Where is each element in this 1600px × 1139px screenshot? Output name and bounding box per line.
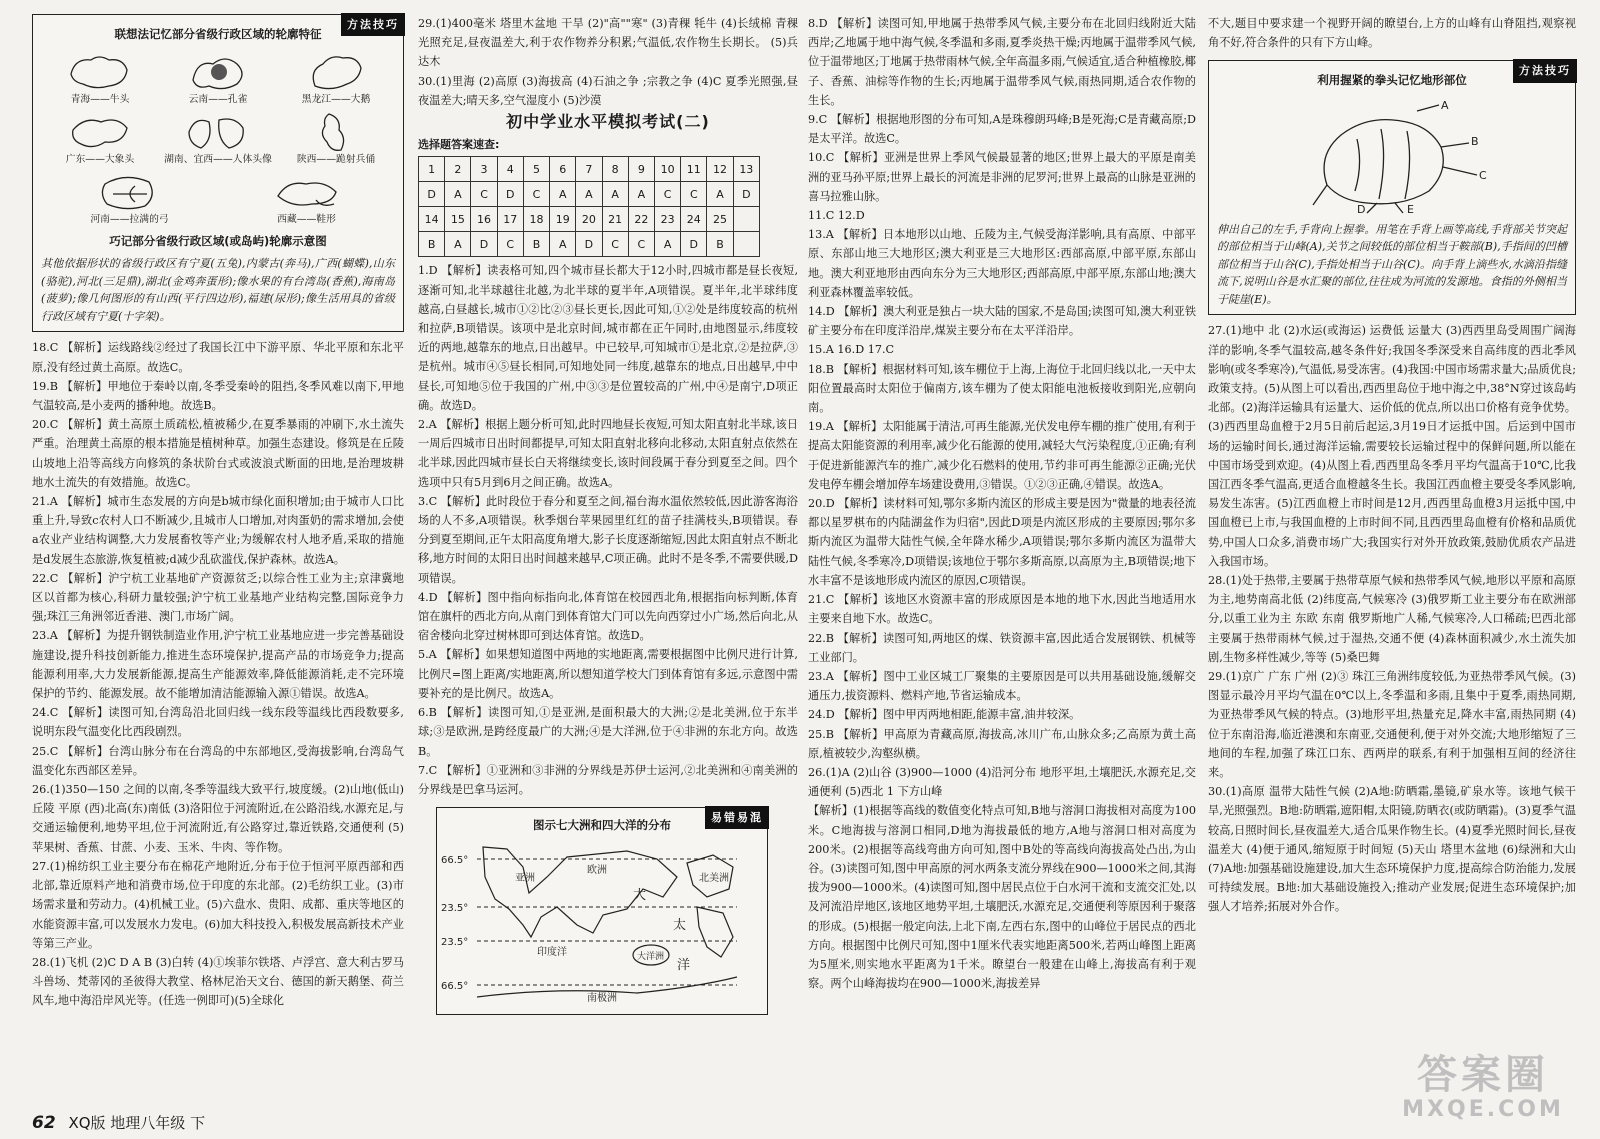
watermark-url: MXQE.COM bbox=[1402, 1097, 1564, 1122]
province-map-yunnan: 云南——孔雀 bbox=[164, 50, 272, 106]
answer-grid-cell: B bbox=[419, 232, 445, 257]
world-continents-map bbox=[437, 837, 763, 1007]
lat-label: 23.5° bbox=[441, 903, 469, 915]
answer-22: 22.C 【解析】沪宁杭工业基地矿产资源贫乏;以综合性工业为主;京津冀地区以首都为核心,科研力量较强;沪宁杭工业基地产业结构完整,国际竞争力强;珠江三角洲邻近香港、澳门,市场广阔。 bbox=[32, 571, 404, 624]
answer-grid-cell: 15 bbox=[445, 207, 471, 232]
province-map-qinghai: 青海——牛头 bbox=[46, 50, 154, 106]
answer-grid-cell: 5 bbox=[523, 157, 549, 182]
province-map-heilongjiang: 黑龙江——大鹅 bbox=[282, 50, 390, 106]
place-label: 大洋洲 bbox=[637, 952, 665, 963]
tip-tag: 方法技巧 bbox=[341, 13, 405, 36]
answer-14: 14.D 【解析】澳大利亚是独占一块大陆的国家,不是岛国;读图可知,澳大利亚铁矿主要分布在印度洋沿岸,煤炭主要分布在太平洋沿岸。 bbox=[808, 305, 1197, 338]
answer-grid-cell: 19 bbox=[550, 207, 576, 232]
answer-grid-cell: C bbox=[523, 182, 549, 207]
province-map-hunan-jiangxi: 湖南、宜西——人体头像 bbox=[164, 110, 272, 166]
place-label: 太 bbox=[673, 918, 687, 934]
answer-grid-cell: 13 bbox=[733, 157, 759, 182]
answer-23: 23.A 【解析】图中工业区城工厂聚集的主要原因是可以共用基础设施,缓解交通压力,拔资源料、燃料产地,节省运输成本。 bbox=[808, 669, 1196, 703]
answer-10: 10.C 【解析】亚洲是世界上季风气候最显著的地区;世界上最大的平原是南美洲的亚马孙平原;世界上最长的河流是非洲的尼罗河;世界上最高的山脉是亚洲的喜马拉雅山脉。 bbox=[808, 151, 1196, 203]
landform-label: A bbox=[1441, 98, 1449, 112]
answer-grid-cell: 7 bbox=[576, 157, 602, 182]
lat-label: 66.5° bbox=[441, 981, 469, 993]
landform-label: E bbox=[1407, 202, 1414, 215]
answer-grid-cell bbox=[733, 232, 759, 257]
answer-grid-cell: 24 bbox=[681, 207, 707, 232]
answer-21: 21.A 【解析】城市生态发展的方向是b城市绿化面积增加;由于城市人口比重上升,导致c农村人口不断减少,且城市人口增加,对肉蛋奶的需求增加,会使a农业产业结构调整,大力发展畜牧等产业;为缓解农村人地矛盾,采取的措施是d发展生态旅游,恢复植被;d减少乱砍滥伐,保护森林。故选A。 bbox=[32, 495, 404, 566]
answer-21: 21.C 【解析】该地区水资源丰富的形成原因是本地的地下水,因此当地适用水主要来自地下水。故选C。 bbox=[808, 593, 1196, 626]
answer-grid-cell: A bbox=[628, 182, 654, 207]
answer-28: 28.(1)飞机 (2)C D A B (3)白转 (4)①埃菲尔铁塔、卢浮宫、意大利古罗马斗兽场、梵蒂冈的圣彼得大教堂、格林尼治天文台、德国的新天鹅堡、荷兰风车,地中海沿岸风光等。(任选一例即可)(5)全球化 bbox=[32, 955, 404, 1008]
place-label: 北美洲 bbox=[699, 873, 729, 885]
answer-28: 28.(1)处于热带,主要属于热带草原气候和热带季风气候,地形以平原和高原为主,地势南高北低 (2)纬度高,气候寒冷 (3)俄罗斯工业主要分布在欧洲部分,以重工业为主 东欧 东南 俄罗斯地广人稀,气候寒冷,人口稀疏;巴西北部主要属于热带雨林气候,过于湿热,交通不便 (4)森林面积减少,水土流失加剧,生物多样性减少,等等 (5)桑巴舞 bbox=[1208, 573, 1576, 664]
tip-tag: 方法技巧 bbox=[1513, 59, 1577, 82]
tip-box-title: 联想法记忆部分省级行政区域的轮廓特征 bbox=[114, 27, 322, 41]
answer-grid-cell: 10 bbox=[654, 157, 680, 182]
answer-25: 25.C 【解析】台湾山脉分布在台湾岛的中东部地区,受海拔影响,台湾岛气温变化东西部区差异。 bbox=[32, 744, 404, 777]
map-box-title: 图示七大洲和四大洋的分布 bbox=[533, 818, 671, 833]
answer-26-cont: 不大,题目中要求建一个视野开阔的瞭望台,上方的山峰有山脊阻挡,观察视角不好,符合条件的只有下方山峰。 bbox=[1208, 17, 1576, 50]
place-label: 大 bbox=[633, 888, 647, 904]
answer-grid-cell: A bbox=[707, 182, 733, 207]
answer-23: 23.A 【解析】为提升钢铁制造业作用,沪宁杭工业基地应进一步完善基础设施建设,提升科技创新能力,推进生态环境保护,提高产品的市场竞争力;提高能源利用率,大力发展新能源,提高生产能源效率,降低能源消耗,走不完环境保护的节约、能源发展。故不能增加清洁能源输入源①错误。故选A。 bbox=[32, 629, 404, 701]
answer-26: 26.(1)A (2)山谷 (3)900—1000 (4)沿河分布 地形平坦,土壤肥沃,水源充足,交通便利 (5)西北 1 下方山峰 bbox=[808, 765, 1196, 799]
column-1 bbox=[32, 14, 404, 1011]
answer-grid-cell: 18 bbox=[523, 207, 549, 232]
answer-grid-cell: 23 bbox=[654, 207, 680, 232]
answer-grid-cell: D bbox=[471, 232, 497, 257]
answer-grid-cell bbox=[733, 207, 759, 232]
answer-grid-row bbox=[419, 157, 760, 182]
answer-19: 19.A 【解析】太阳能属于清洁,可再生能源,光伏发电停车棚的推广使用,有利于提高太阳能资源的利用率,减少化石能源的使用,减轻大气污染程度,①正确;有利于促进新能源汽车的推广,减少化石燃料的使用,节约非可再生能源②正确;光伏发电停车棚会增加停车场建设费用,③错误。①②③正确,④错误。故选A。 bbox=[808, 420, 1196, 491]
answer-grid-cell: 11 bbox=[681, 157, 707, 182]
tip-tag: 易错易混 bbox=[705, 806, 769, 829]
answer-29: 29.(1)京广 广东 广州 (2)③ 珠江三角洲纬度较低,为亚热带季风气候。(3)图显示最冷月平均气温在0℃以上,冬季温和多雨,且集中于夏季,雨热同期,为亚热带季风气候的特点。(3)地形平坦,热量充足,降水丰富,雨热同期 (4)位于东南沿海,临近港澳和东南亚,交通便利,便于对外交流;大地形缩短了三地间的车程,加强了珠江口东、西两岸的联系,有利于加强相互间的经济往来。 bbox=[1208, 669, 1576, 779]
answer-grid-cell: B bbox=[523, 232, 549, 257]
province-map-tibet: 西藏——鞋形 bbox=[253, 170, 361, 226]
answer-grid-cell: 1 bbox=[419, 157, 445, 182]
answer-grid-cell: A bbox=[550, 182, 576, 207]
answer-grid-cell: C bbox=[602, 232, 628, 257]
answer-grid-row bbox=[419, 182, 760, 207]
answer-5: 5.A 【解析】如果想知道图中两地的实地距离,需要根据图中比例尺进行计算,比例尺=图上距离/实地距离,所以想知道学校大门到体育馆有多远,示意图中需要补充的是比例尺。故选A。 bbox=[418, 648, 798, 700]
tip-box-province-outlines bbox=[32, 14, 404, 332]
answer-grid-cell: C bbox=[497, 232, 523, 257]
place-label: 洋 bbox=[677, 958, 691, 974]
answer-4: 4.D 【解析】图中指向标指向北,体育馆在校园西北角,根据指向标判断,体育馆在旗杆的西北方向,从南门到体育馆大门可以先向西穿过小广场,然后向北,从宿舍楼向北穿过树林即可到达体育馆。故选D。 bbox=[418, 590, 798, 643]
answer-quick-check-label: 选择题答案速查: bbox=[418, 138, 500, 152]
answer-24: 24.C 【解析】读图可知,台湾岛沿北回归线一线东段等温线比西段数要多,说明东段气温变化比西段剧烈。 bbox=[32, 706, 404, 739]
answer-grid-cell: 2 bbox=[445, 157, 471, 182]
tip-box-subtitle: 巧记部分省级行政区域(或岛屿)轮廓示意图 bbox=[109, 234, 327, 249]
watermark-text: 答案圈 bbox=[1417, 1052, 1549, 1098]
answer-grid bbox=[418, 156, 760, 257]
column-3 bbox=[808, 14, 1196, 993]
landform-label: B bbox=[1471, 134, 1479, 148]
answer-grid-cell: D bbox=[733, 182, 759, 207]
answer-26-analysis: 【解析】(1)根据等高线的数值变化特点可知,B地与溶洞口海拔相对高度为100米。C地海拔与溶洞口相同,D地为海拔最低的地方,A地与溶洞口相对高度为200米。(2)根据等高线弯曲方向可知,图中B处的等高线向海拔高处凸出,为山谷。(3)读图可知,图中甲高原的河水两条支流分界线在900—1000米之间,其海拔为900—1000米。(4)读图可知,图中居民点位于白水河干流和支流交汇处,以及河流沿岸地区,该地区地势平坦,土壤肥沃,水源充足,交通便利等原因利于聚落的形成。(5)根据一般定向法,上北下南,左西右东,图中的山峰位于居民点的西北方向。根据图中比例尺可知,图中1厘米代表实地距离500米,若两山峰图上距离为5厘米,则实地水平距离为1千米。瞭望台一般建在山峰上,海拔高有利于观察。两个山峰海拔均在900—1000米,海拔差异 bbox=[808, 804, 1196, 991]
tip-box-title: 利用握紧的拳头记忆地形部位 bbox=[1317, 73, 1467, 88]
answer-grid-cell: 6 bbox=[550, 157, 576, 182]
answer-8: 8.D 【解析】读图可知,甲地属于热带季风气候,主要分布在北回归线附近大陆西岸;乙地属于地中海气候,冬季温和多雨,夏季炎热干燥;丙地属于温带季风气候,位于温带地区;丁地属于热带雨林气候,全年高温多雨,气候适宜,适合种植橡胶,椰子、香蕉、油棕等作物的生长;丙地属于温带季风气候,雨热同期,适合农作物的生长。 bbox=[808, 17, 1196, 107]
answer-grid-cell: B bbox=[707, 232, 733, 257]
answer-30: 30.(1)高原 温带大陆性气候 (2)A地:防晒霜,墨镜,矿泉水等。该地气候干旱,光照强烈。B地:防晒霜,遮阳帽,太阳镜,防晒衣(或防晒霜)。(3)夏季气温较高,日照时间长,昼夜温差大,适合瓜果作物生长。(4)夏季光照时间长,昼夜温差大 (4)便于通风,缩短原于时间短 (5)天山 塔里木盆地 (6)绿洲和大山 (7)A地:加强基础设施建设,加大生态环境保护力度,提高综合防治能力,发展可持续发展。B地:加大基础设施投入;推动产业发展;促进生态环境保护;加强人才培养;拓展对外合作。 bbox=[1208, 785, 1576, 914]
place-label: 欧洲 bbox=[587, 865, 607, 877]
province-map-guangdong: 广东——大象头 bbox=[46, 110, 154, 166]
answer-29-prev: 29.(1)400毫米 塔里木盆地 干旱 (2)"高""寒" (3)青稞 牦牛 (4)长绒棉 青稞 光照充足,昼夜温差大,利于农作物养分积累;气温低,农作物生长期长。 (5)兵达木 bbox=[418, 17, 798, 69]
lat-label: 23.5° bbox=[441, 937, 469, 949]
answer-30-prev: 30.(1)里海 (2)高原 (3)海拔高 (4)石油之争 ;宗教之争 (4)C 夏季光照强,昼夜温差大;晴天多,空气湿度小 (5)沙漠 bbox=[418, 74, 798, 107]
answer-grid-cell: C bbox=[628, 232, 654, 257]
exam-title: 初中学业水平模拟考试(二) bbox=[506, 112, 710, 132]
column-2 bbox=[418, 14, 798, 1019]
answer-26: 26.(1)350—150 之间的以南,冬季等温线大致平行,坡度缓。(2)山地(低山) 丘陵 平原 (西)北高(东)南低 (3)洛阳位于河流附近,在公路沿线,水源充足,与交通运输便利,地势平坦,位于河流附近,有公路穿过,靠近铁路,交通便利 (5)苹果树、香蕉、甘蔗、小麦、玉米、牛肉、等作物。 bbox=[32, 783, 404, 854]
answer-grid-cell: A bbox=[445, 232, 471, 257]
place-label: 南极洲 bbox=[587, 993, 617, 1005]
column-4 bbox=[1208, 14, 1576, 917]
guangdong-outline-icon bbox=[65, 110, 135, 154]
answer-grid-cell: 22 bbox=[628, 207, 654, 232]
answer-2: 2.A 【解析】根据上题分析可知,此时四地昼长夜短,可知太阳直射北半球,该日一周后四城市日出时间都提早,可知太阳直射北移向北移动,太阳直射点依然在北半球,因此四城市昼长白天将继续变长,该时间段属于春分到夏至之间。四个选项中只有5月到6月之间正确。故选A。 bbox=[418, 418, 798, 489]
answer-22: 22.B 【解析】读图可知,两地区的煤、铁资源丰富,因此适合发展钢铁、机械等工业部门。 bbox=[808, 631, 1196, 664]
answer-grid-cell: 4 bbox=[497, 157, 523, 182]
answer-grid-cell: A bbox=[550, 232, 576, 257]
answer-grid-cell: C bbox=[654, 182, 680, 207]
place-label: 印度洋 bbox=[537, 947, 567, 959]
answer-grid-cell: A bbox=[654, 232, 680, 257]
henan-outline-icon bbox=[95, 170, 165, 214]
answer-7: 7.C 【解析】①亚洲和③非洲的分界线是苏伊士运河,②北美洲和④南美洲的分界线是巴拿马运河。 bbox=[418, 763, 798, 796]
hunan-jiangxi-outline-icon bbox=[183, 110, 253, 154]
landform-label: C bbox=[1479, 168, 1487, 182]
answer-grid-cell: D bbox=[681, 232, 707, 257]
answer-grid-cell: 3 bbox=[471, 157, 497, 182]
province-map-henan: 河南——拉满的弓 bbox=[76, 170, 184, 226]
answer-27: 27.(1)棉纺织工业主要分布在棉花产地附近,分布于位于恒河平原西部和西北部,靠近原料产地和消费市场,位于印度的东北部。(2)毛纺织工业。(3)市场需求量和劳动力。(4)机械工业。(5)六盘水、贵阳、成都、重庆等地区的水能资源丰富,可以发展水力发电。(6)加大科技投入,积极发展高新技术产业等第三产业。 bbox=[32, 859, 404, 950]
shaanxi-outline-icon bbox=[301, 110, 371, 154]
answer-grid-cell: D bbox=[419, 182, 445, 207]
answer-grid-cell: D bbox=[497, 182, 523, 207]
answer-grid-cell: 17 bbox=[497, 207, 523, 232]
tip-box-text: 其他依据形状的省级行政区有宁夏(五兔),内蒙古(奔马),广西(蝴蝶),山东(骆驼),河北(三足鼎),湖北(金鸡奔蛋形);像水果的有台湾岛(香蕉),海南岛(菠萝);像几何图形的有山西(平行四边形),福建(尿形);像生活用具的省级行政区域有宁夏(十字架)。 bbox=[41, 257, 395, 323]
continents-oceans-map-box bbox=[436, 807, 768, 1014]
place-label: 亚洲 bbox=[515, 873, 535, 885]
answer-18: 18.C 【解析】运线路线②经过了我国长江中下游平原、华北平原和东北平原,没有经过黄土高原。故选C。 bbox=[32, 341, 404, 374]
watermark-logo bbox=[1388, 1053, 1578, 1131]
lat-label: 66.5° bbox=[441, 855, 469, 867]
landform-label: D bbox=[1357, 202, 1366, 215]
answer-11-12: 11.C 12.D bbox=[808, 209, 865, 223]
answer-grid-cell: C bbox=[471, 182, 497, 207]
answer-27: 27.(1)地中 北 (2)水运(或海运) 运费低 运量大 (3)西西里岛受周围广阔海洋的影响,冬季气温较高,越冬条件好;我国冬季深受来自高纬度的西北季风影响(或冬季寒冷),气温低,易受冻害。(4)我国:中国市场需求量大;品质优良;政策支持。(5)从图上可以看出,西西里岛位于地中海之中,38°N穿过该岛屿北部。(2)海洋运输具有运量大、运价低的优点,所以出口价格有竞争优势。(3)西西里岛血橙于2月5日前后起运,3月19日才运抵中国。后运到中国市场的运输时间长,通过海洋运输,需要较长运输过程中的保鲜问题,所以能在中国市场受到欢迎。(4)从图上看,西西里岛冬季月平均气温高于10℃,比我国江西冬季气温高,更适合血橙越冬生长。我国江西血橙主要受冬季风影响,易发生冻害。(5)江西血橙上市时间是12月,西西里岛血橙3月运抵中国,中国血橙已上市,与我国血橙的上市时间不同,且西西里岛血橙有价格和品质优势,中国人口众多,消费市场广大;我国实行对外开放政策,鼓励优质农产品进入我国市场。 bbox=[1208, 324, 1576, 568]
tip-box-text: 伸出自己的左手,手背向上握拳。用笔在手背上画等高线,手背部关节突起的部位相当于山峰(A),关节之间较低的部位相当于鞍部(B),手指间的凹槽部位相当于山谷(C),手指处相当于山谷(C)。向手背上滴些水,水滴沿指缝流下,说明山谷是水汇聚的部位,往往成为河流的发源地。食指的外侧相当于陡崖(E)。 bbox=[1217, 222, 1567, 306]
yunnan-outline-icon bbox=[183, 50, 253, 94]
tibet-outline-icon bbox=[272, 170, 342, 214]
answer-grid-cell: 12 bbox=[707, 157, 733, 182]
province-outline-maps bbox=[41, 48, 395, 228]
answer-grid-cell: 8 bbox=[602, 157, 628, 182]
answer-3: 3.C 【解析】此时段位于春分和夏至之间,福台海水温依然较低,因此游客海浴场的人不多,A项错误。秋季烟台苹果园里红红的苗子挂满枝头,B项错误。春分到夏至期间,正午太阳高度角增大,影子长度逐渐缩短,因此太阳直射点不断北移,地方时间的太阳日出时间越来越早,C项正确。此时不是冬季,不需要供暖,D项错误。 bbox=[418, 494, 798, 585]
answer-grid-cell: 9 bbox=[628, 157, 654, 182]
answer-19: 19.B 【解析】甲地位于秦岭以南,冬季受秦岭的阻挡,冬季风难以南下,甲地气温较高,是小麦两的播种地。故选B。 bbox=[32, 379, 404, 413]
answer-grid-cell: D bbox=[576, 232, 602, 257]
answer-24: 24.D 【解析】图中甲丙两地相距,能源丰富,油井较深。 bbox=[808, 708, 1081, 722]
footer-text: XQ版 地理八年级 下 bbox=[68, 1114, 206, 1132]
answer-grid-cell: 16 bbox=[471, 207, 497, 232]
answer-grid-cell: A bbox=[445, 182, 471, 207]
answer-grid-cell: C bbox=[681, 182, 707, 207]
answer-grid-cell: 21 bbox=[602, 207, 628, 232]
answer-18: 18.B 【解析】根据材料可知,该车棚位于上海,上海位于北回归线以北,一天中太阳位置最高时太阳位于偏南方,该车棚为了使太阳能电池板接收到阳光,应朝向南。 bbox=[808, 362, 1196, 415]
answer-grid-cell: 14 bbox=[419, 207, 445, 232]
answer-9: 9.C 【解析】根据地形图的分布可知,A是珠穆朗玛峰;B是死海;C是青藏高原;D是太平洋。故选C。 bbox=[808, 113, 1196, 146]
answer-1: 1.D 【解析】读表格可知,四个城市昼长都大于12小时,四城市都是昼长夜短,逐渐可知,北半球越往北越,为北半球的夏半年,A项错误。夏半年,北半球纬度越高,白昼越长,城市①②比②③昼长更长,因此可知,①②处是纬度较高的杭州和拉萨,B项错误。该项中是北京时间,城市都在正午同时,由地图显示,纬度较近的两地,越靠东的地点,日出越早。中已较早,可知城市①是北京,②是拉萨,③是杭州。城市④⑤昼长相同,可知地处同一纬度,越靠东的地点,日出越早,中中昼长,可知地⑤位于我国的广州,中③③是位置较高的广州,中④是南宁,D项正确。故选D。 bbox=[418, 264, 798, 412]
heilongjiang-outline-icon bbox=[301, 50, 371, 94]
page-footer bbox=[32, 1112, 205, 1133]
answer-13: 13.A 【解析】日本地形以山地、丘陵为主,气候受海洋影响,具有高原、中部平原、东部山地三大地形区;澳大利亚是三大地形区:西部高原,中部平原,东部山地。澳大利亚地形由西向东分为三大地形区;西部高原,中部平原,东部山地;澳大利亚森林覆盖率较低。 bbox=[808, 228, 1196, 299]
answer-20: 20.C 【解析】黄土高原土质疏松,植被稀少,在夏季暴雨的冲刷下,水土流失严重。治理黄土高原的根本措施是植树种草。加强生态建设。修筑是在丘陵山坡地上沿等高线方向修筑的条状阶台式或波浪式断面的田地,是治理坡耕地水土流失的有效措施。故选C。 bbox=[32, 418, 404, 489]
page-number: 62 bbox=[32, 1113, 56, 1133]
answer-6: 6.B 【解析】读图可知,①是亚洲,是面积最大的大洲;②是北美洲,位于东半球;③是欧洲,是跨经度最广的大洲;④是大洋洲,位于④非洲的东北方向。故选B。 bbox=[418, 706, 798, 758]
answer-grid-cell: 25 bbox=[707, 207, 733, 232]
province-map-shaanxi: 陕西——跪射兵俑 bbox=[282, 110, 390, 166]
qinghai-outline-icon bbox=[65, 50, 135, 94]
fist-diagram bbox=[1217, 95, 1567, 215]
answer-20: 20.D 【解析】读材料可知,鄂尔多斯内流区的形成主要是因为"微量的地表径流都以星罗棋布的内陆湖盆作为归宿",因此D项是内流区形成的主要原因;鄂尔多斯内流区为温带大陆性气候,全年降水稀少,A项错误;鄂尔多斯内流区为温带大陆性气候,冬季寒冷,D项错误;该地位于鄂尔多斯高原,以高原为主,B项错误;地下水丰富不是该地形成内流区的原因,C项错误。 bbox=[808, 497, 1196, 587]
tip-box-fist-landform bbox=[1208, 60, 1576, 315]
answer-grid-cell: 20 bbox=[576, 207, 602, 232]
answer-25: 25.B 【解析】甲高原为青藏高原,海拔高,冰川广布,山脉众多;乙高原为黄土高原,植被较少,沟壑纵横。 bbox=[808, 727, 1196, 760]
answer-grid-row bbox=[419, 207, 760, 232]
answer-grid-cell: A bbox=[576, 182, 602, 207]
answer-grid-cell: A bbox=[602, 182, 628, 207]
answer-15-17: 15.A 16.D 17.C bbox=[808, 343, 895, 357]
answer-grid-row bbox=[419, 232, 760, 257]
